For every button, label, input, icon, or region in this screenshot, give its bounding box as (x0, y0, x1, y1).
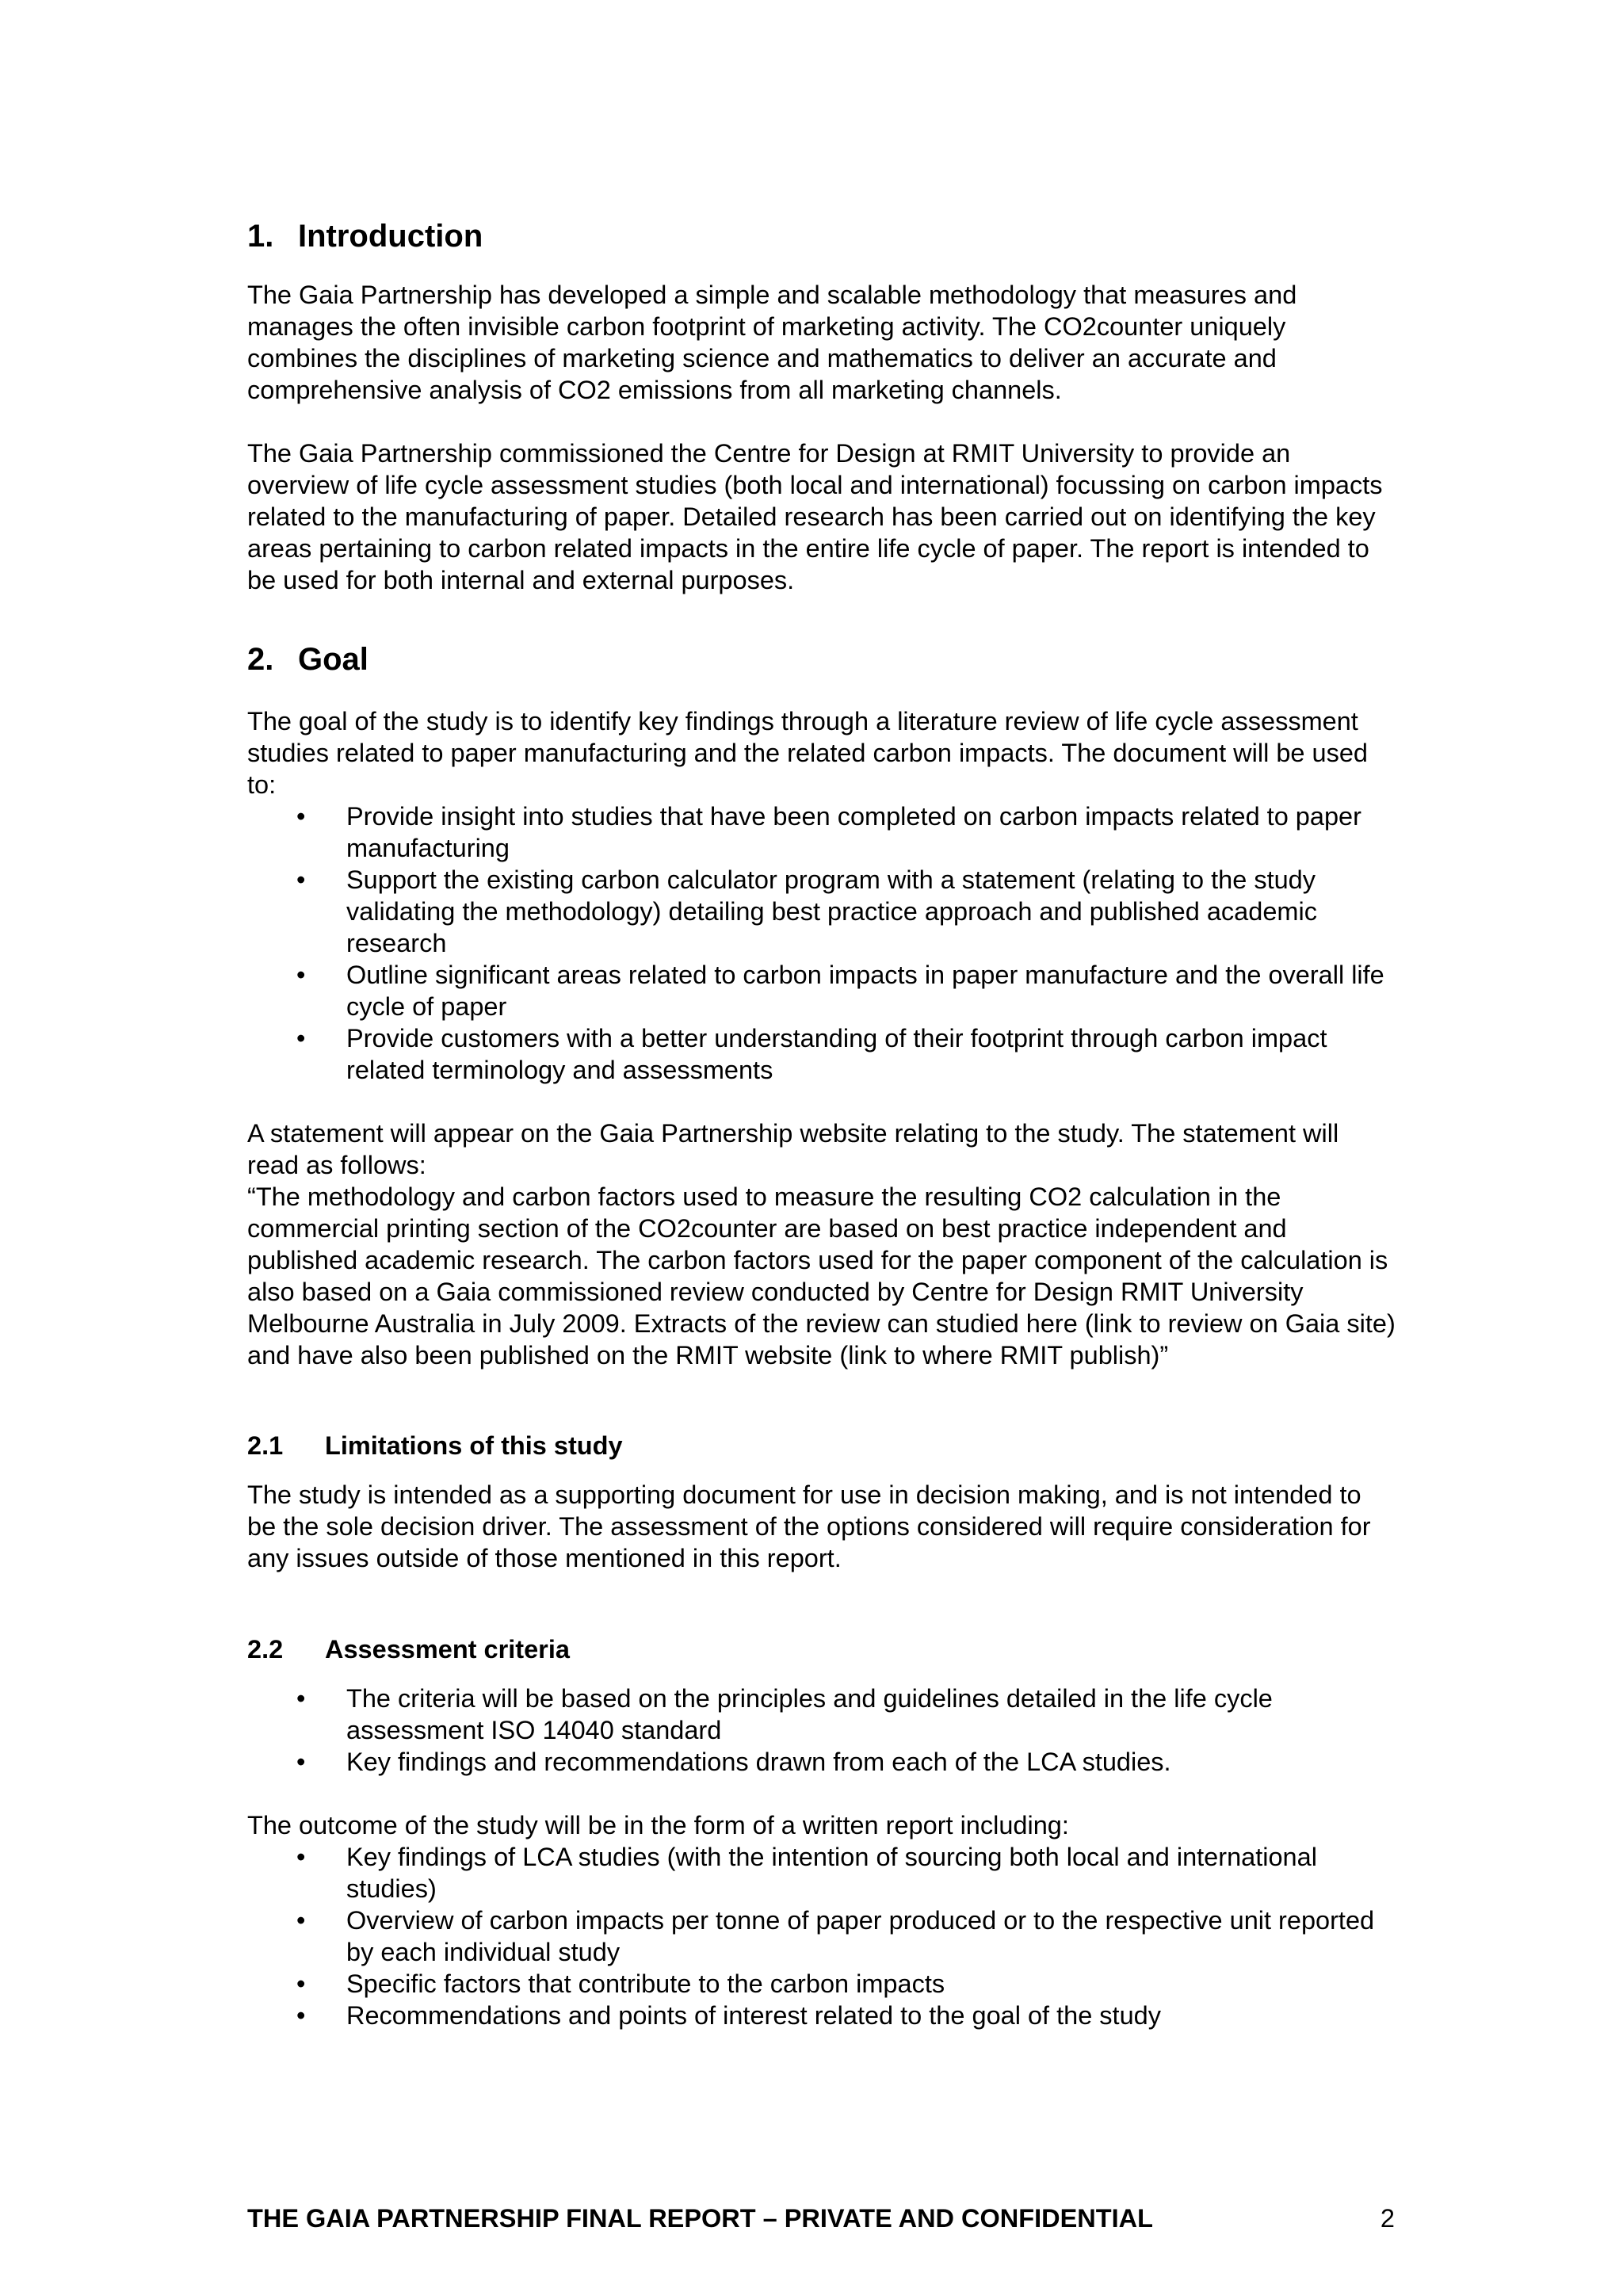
list-item (247, 959, 1396, 1022)
list-item (247, 1022, 1396, 1086)
bullet-icon: • (296, 1843, 306, 1871)
list-item (247, 864, 1396, 959)
limitations-heading (247, 1430, 1396, 1461)
list-item (247, 1841, 1396, 1904)
goal-heading-number: 2. (247, 642, 274, 677)
goal-paragraph-1: The goal of the study is to identify key findings through a literature review of life cycle assessment studies related to paper manufacturing and the related carbon impacts. The document will be used to: (247, 707, 1368, 799)
bullet-icon: • (296, 1748, 306, 1776)
list-item (247, 800, 1396, 864)
list-item-text: Provide insight into studies that have been completed on carbon impacts related to paper manufacturing (346, 802, 1361, 862)
list-item-text: Provide customers with a better understanding of their footprint through carbon impact related terminology and assessments (346, 1024, 1327, 1084)
bullet-icon: • (296, 1969, 306, 1998)
intro-heading-title: Introduction (298, 219, 483, 254)
criteria-heading-title: Assessment criteria (325, 1635, 570, 1664)
list-item-text: Support the existing carbon calculator program with a statement (relating to the study validating the methodology) detailing best practice approach and published academic research (346, 865, 1317, 957)
bullet-icon: • (296, 2001, 306, 2030)
list-item-text: Key findings of LCA studies (with the intention of sourcing both local and international studies) (346, 1843, 1317, 1903)
intro-heading (247, 216, 1396, 257)
bullet-icon: • (296, 1024, 306, 1052)
page-footer (247, 2202, 1396, 2234)
criteria-heading-number: 2.2 (247, 1635, 284, 1664)
list-item-text: Recommendations and points of interest related to the goal of the study (346, 2001, 1161, 2030)
list-item (247, 1683, 1396, 1746)
document-page (247, 216, 1396, 2031)
list-item-text: Overview of carbon impacts per tonne of paper produced or to the respective unit reported by each individual study (346, 1906, 1375, 1966)
criteria-bullet-list (247, 1683, 1396, 1778)
list-item-text: The criteria will be based on the principles and guidelines detailed in the life cycle assessment ISO 14040 standard (346, 1684, 1273, 1744)
list-item-text: Specific factors that contribute to the carbon impacts (346, 1969, 945, 1998)
list-item (247, 1746, 1396, 1778)
list-item-text: Outline significant areas related to carbon impacts in paper manufacture and the overall life cycle of paper (346, 961, 1384, 1021)
bullet-icon: • (296, 1684, 306, 1713)
outcome-paragraph: The outcome of the study will be in the form of a written report including: (247, 1811, 1069, 1839)
intro-heading-number: 1. (247, 219, 274, 254)
goal-heading-title: Goal (298, 642, 369, 677)
list-item (247, 2000, 1396, 2031)
list-item (247, 1904, 1396, 1968)
page-number: 2 (1380, 2204, 1395, 2233)
goal-heading (247, 639, 1396, 680)
footer-title: THE GAIA PARTNERSHIP FINAL REPORT – PRIVATE AND CONFIDENTIAL (247, 2204, 1153, 2233)
bullet-icon: • (296, 1906, 306, 1935)
limitations-heading-title: Limitations of this study (325, 1431, 623, 1460)
list-item (247, 1968, 1396, 2000)
bullet-icon: • (296, 961, 306, 989)
list-item-text: Key findings and recommendations drawn from each of the LCA studies. (346, 1748, 1171, 1776)
goal-paragraph-2: A statement will appear on the Gaia Partnership website relating to the study. The statement will read as follows: (247, 1119, 1339, 1179)
criteria-heading (247, 1633, 1396, 1665)
intro-paragraph-2: The Gaia Partnership commissioned the Centre for Design at RMIT University to provide an overview of life cycle assessment studies (both local and international) focussing on carbon impacts related to the manufacturing of paper. Detailed research has been carried out on identifying the key areas pertaining to carbon related impacts in the entire life cycle of paper. The report is intended to be used for both internal and external purposes. (247, 439, 1383, 594)
intro-paragraph-1: The Gaia Partnership has developed a simple and scalable methodology that measures and manages the often invisible carbon footprint of marketing activity. The CO2counter uniquely combines the disciplines of marketing science and mathematics to deliver an accurate and comprehensive analysis of CO2 emissions from all marketing channels. (247, 281, 1297, 404)
limitations-paragraph: The study is intended as a supporting document for use in decision making, and is not intended to be the sole decision driver. The assessment of the options considered will require consideration for any issues outside of those mentioned in this report. (247, 1480, 1371, 1572)
bullet-icon: • (296, 802, 306, 831)
outcome-bullet-list (247, 1841, 1396, 2031)
bullet-icon: • (296, 865, 306, 894)
limitations-heading-number: 2.1 (247, 1431, 284, 1460)
goal-bullet-list (247, 800, 1396, 1086)
goal-statement-quote: “The methodology and carbon factors used to measure the resulting CO2 calculation in the commercial printing section of the CO2counter are based on best practice independent and published academic research. The carbon factors used for the paper component of the calculation is also based on a Gaia commissioned review conducted by Centre for Design RMIT University Melbourne Australia in July 2009. Extracts of the review can studied here (link to review on Gaia site) and have also been published on the RMIT website (link to where RMIT publish)” (247, 1182, 1396, 1370)
